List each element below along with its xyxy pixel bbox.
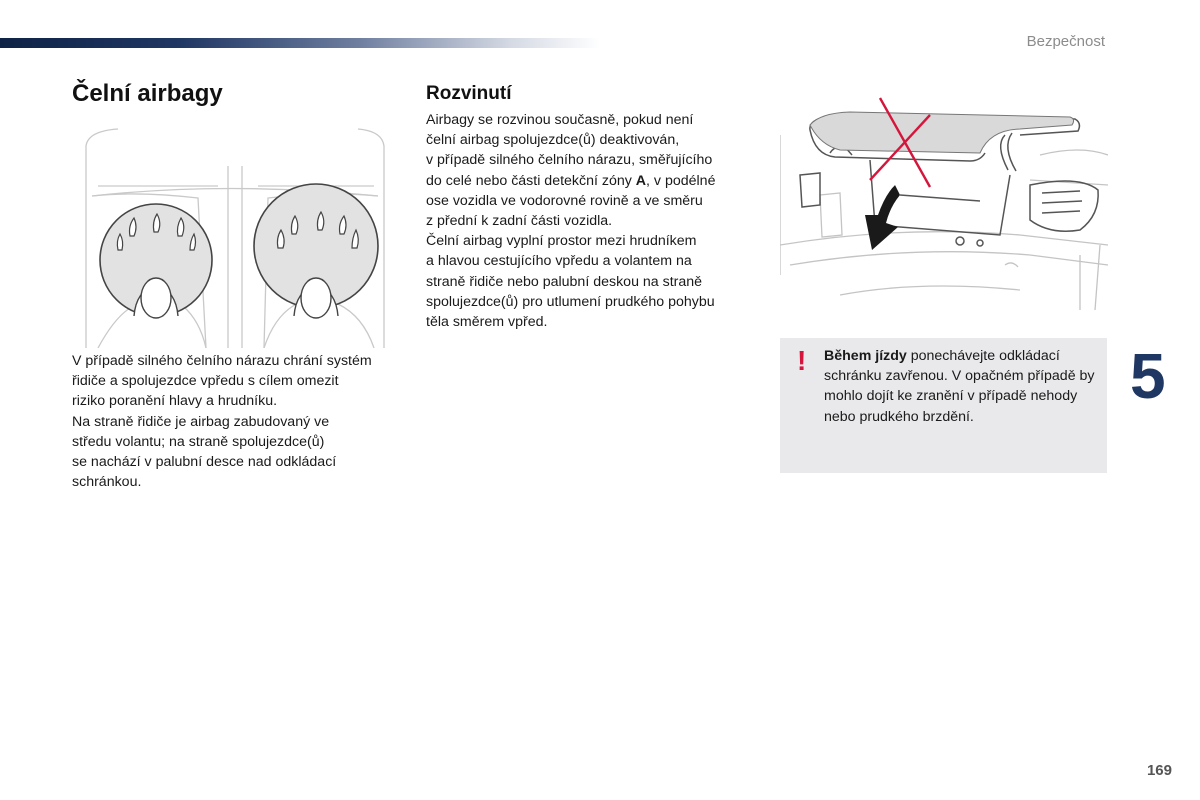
- deployment-line: [426, 171, 766, 191]
- intro-line: riziko poranění hlavy a hrudníku.: [72, 393, 278, 410]
- deployment-line: čelní airbag spolujezdce(ů) deaktivován,: [426, 132, 680, 149]
- deployment-line: a hlavou cestujícího vpředu a volantem na: [426, 253, 692, 270]
- intro-line: se nachází v palubní desce nad odkládací: [72, 454, 337, 471]
- deployment-line: těla směrem vpřed.: [426, 314, 548, 331]
- airbag-deployment-illustration: [78, 126, 392, 348]
- zone-a-label: A: [635, 172, 647, 189]
- glovebox-illustration: [780, 95, 1108, 310]
- deployment-paragraph: [426, 110, 766, 332]
- intro-line: Na straně řidiče je airbag zabudovaný ve: [72, 413, 330, 430]
- header-gradient-bar: [0, 38, 600, 48]
- deployment-line: z přední k zadní části vozidla.: [426, 213, 613, 230]
- chapter-number: 5: [1130, 340, 1166, 412]
- intro-line: schránkou.: [72, 474, 142, 491]
- page-title: Čelní airbagy: [72, 80, 223, 107]
- warning-bold: Během jízdy: [824, 348, 907, 364]
- deployment-line: straně řidiče nebo palubní deskou na straně: [426, 273, 703, 290]
- deployment-line: Čelní airbag vyplní prostor mezi hrudníkem: [426, 233, 697, 250]
- deployment-line: spolujezdce(ů) pro utlumení prudkého pohybu: [426, 293, 715, 310]
- intro-line: V případě silného čelního nárazu chrání systém: [72, 353, 372, 369]
- deployment-line: Airbagy se rozvinou současně, pokud není: [426, 112, 694, 128]
- intro-line: řidiče a spolujezdce vpředu s cílem omezit: [72, 373, 339, 390]
- driver-airbag-shape: [100, 204, 212, 318]
- deployment-line: ose vozidla ve vodorovné rovině a ve směru: [426, 192, 703, 209]
- deployment-line-part: , v podélné: [646, 172, 716, 189]
- deployment-line: v případě silného čelního nárazu, směřujícího: [426, 152, 713, 169]
- section-name: Bezpečnost: [1026, 33, 1105, 50]
- deployment-line-part: do celé nebo části detekční zóny: [426, 172, 636, 189]
- down-arrow-icon: [865, 177, 902, 250]
- intro-paragraph: [72, 351, 412, 492]
- warning-body: ponechávejte odkládací schránku zavřenou. V opačném případě by mohlo dojít ke zranění v případě nehody nebo prudkého brzdění.: [824, 348, 1095, 425]
- exclamation-icon: !: [797, 345, 807, 376]
- passenger-airbag-shape: [254, 184, 378, 318]
- warning-text: [824, 346, 1099, 427]
- warning-box: [780, 338, 1107, 473]
- intro-line: středu volantu; na straně spolujezdce(ů): [72, 433, 325, 450]
- section-heading-deployment: Rozvinutí: [426, 83, 512, 104]
- page-number: 169: [1146, 762, 1172, 779]
